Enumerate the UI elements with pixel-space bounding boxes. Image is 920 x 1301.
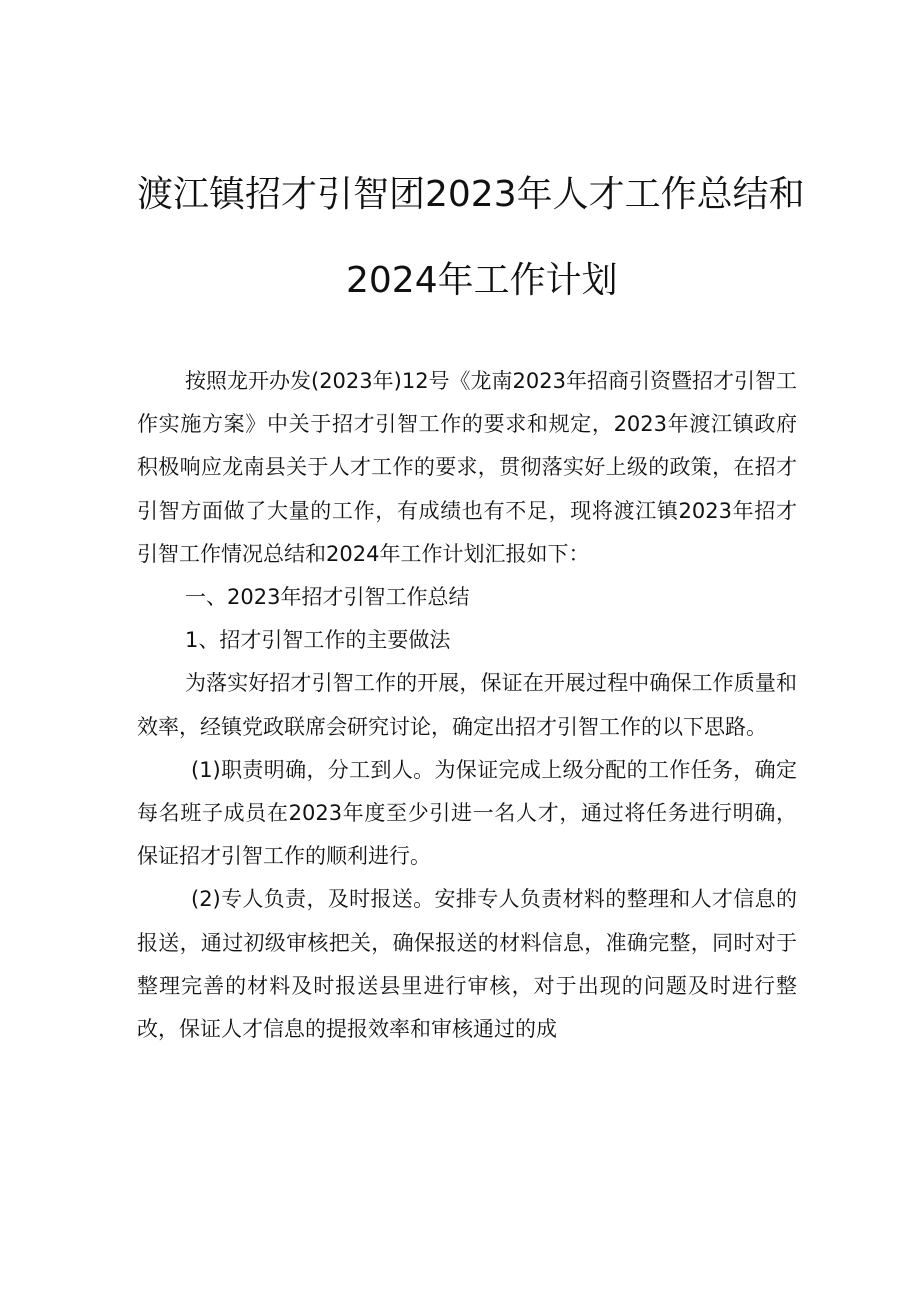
intro-paragraph: 按照龙开办发(2023年)12号《龙南2023年招商引资暨招才引智工作实施方案》中关于招才引智工作的要求和规定，2023年渡江镇政府积极响应龙南县关于人才工作的要求，贯彻落实好上级的政策，在招才引智方面做了大量的工作，有成绩也有不足，现将渡江镇2023年招才引智工作情况总结和2024年工作计划汇报如下： [137,369,797,566]
document-body [137,360,797,1051]
document-title-line-1: 渡江镇招才引智团2023年人才工作总结和 [137,174,805,215]
item-2-paragraph: (2)专人负责，及时报送。安排专人负责材料的整理和人才信息的报送，通过初级审核把关，确保报送的材料信息，准确完整，同时对于整理完善的材料及时报送县里进行审核，对于出现的问题及时进行整改，保证人才信息的提报效率和审核通过的成 [137,887,797,1042]
item-1-paragraph: (1)职责明确，分工到人。为保证完成上级分配的工作任务，确定每名班子成员在2023年度至少引进一名人才，通过将任务进行明确，保证招才引智工作的顺利进行。 [137,757,797,869]
approach-paragraph: 为落实好招才引智工作的开展，保证在开展过程中确保工作质量和效率，经镇党政联席会研究讨论，确定出招才引智工作的以下思路。 [137,671,797,739]
section-heading: 一、2023年招才引智工作总结 [185,585,470,610]
document-title-line-2: 2024年工作计划 [346,260,618,301]
subsection-heading: 1、招才引智工作的主要做法 [185,628,451,653]
